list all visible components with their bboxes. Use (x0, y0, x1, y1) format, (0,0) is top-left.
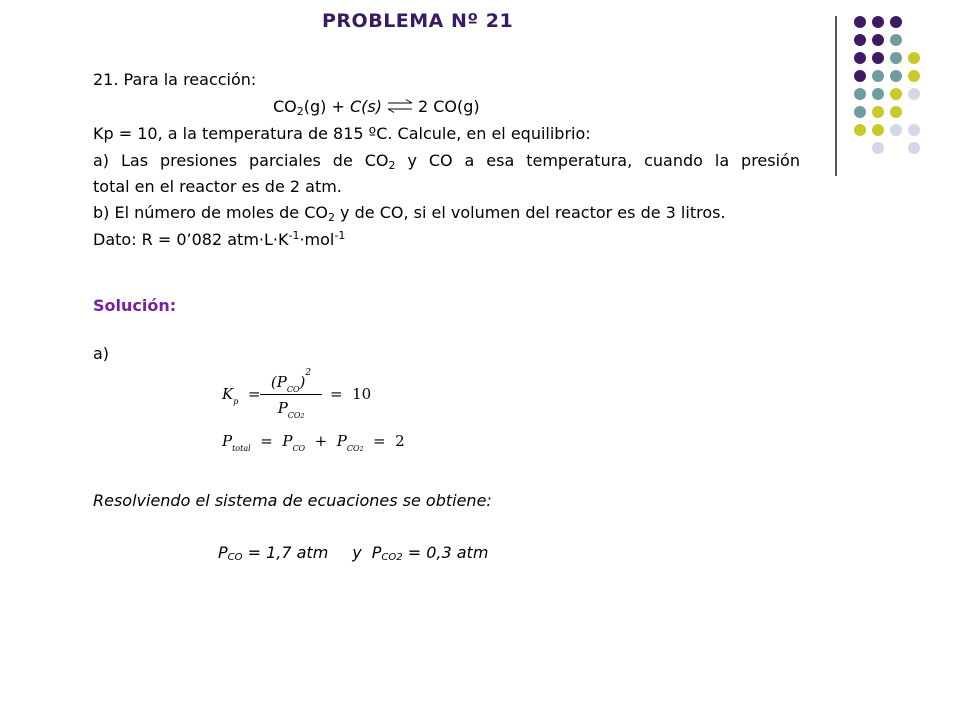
question-a-subscript: 2 (388, 159, 396, 172)
solution-heading: Solución: (93, 296, 177, 315)
denominator-subscript-text: CO (287, 411, 301, 420)
dato-exponent-2: -1 (334, 229, 346, 242)
denominator-sub-subscript: 2 (300, 413, 305, 420)
data-constant-r (93, 229, 345, 249)
vertical-divider (835, 16, 837, 176)
question-a-line2: total en el reactor es de 2 atm. (93, 177, 342, 196)
numerator-p: P (276, 373, 287, 391)
decorative-dot (854, 16, 866, 28)
pco2-p: P (336, 432, 347, 450)
pco-p: P (282, 432, 293, 450)
decorative-dot (890, 70, 902, 82)
decorative-dot (890, 124, 902, 136)
reactant-co2-subscript: 2 (296, 105, 304, 118)
numerator-exponent: 2 (305, 368, 312, 378)
kp-value-equals: = (330, 385, 343, 403)
question-a-text-start: a) Las presiones parciales de CO (93, 151, 389, 170)
decorative-dot (908, 70, 920, 82)
decorative-dot (854, 52, 866, 64)
result-conjunction: y (352, 543, 362, 562)
kp-formula-lhs (222, 385, 260, 406)
decorative-dot (872, 52, 884, 64)
page-title: PROBLEMA Nº 21 (322, 10, 514, 32)
reaction-equation (273, 97, 480, 118)
fraction-bar (260, 394, 322, 395)
ptotal-p: P (222, 432, 233, 450)
decorative-dot (908, 52, 920, 64)
question-a-line1 (93, 151, 800, 172)
dato-exponent-1: -1 (288, 229, 300, 242)
kp-subscript: p (233, 397, 239, 406)
decorative-dot (890, 88, 902, 100)
kp-symbol: K (222, 385, 234, 403)
result-pco-value: = 1,7 atm (242, 543, 329, 562)
decorative-dot (872, 142, 884, 154)
product-co: 2 CO(g) (417, 97, 480, 116)
decorative-dot (872, 124, 884, 136)
reactant-co2-state: (g) + (303, 97, 350, 116)
result-pco2-value: = 0,3 atm (402, 543, 489, 562)
question-a-text-end: y CO a esa temperatura, cuando la presión (395, 151, 800, 170)
final-result (218, 543, 488, 563)
question-b-text-end: y de CO, si el volumen del reactor es de 3 litros. (334, 203, 726, 222)
decorative-dot (890, 106, 902, 118)
ptotal-value-equals: = (372, 432, 386, 450)
pco-subscript: CO (292, 444, 306, 453)
decorative-dot (854, 34, 866, 46)
decorative-dot (872, 16, 884, 28)
question-b-text-start: b) El número de moles de CO (93, 203, 328, 222)
problem-intro: 21. Para la reacción: (93, 70, 257, 89)
kp-value (330, 385, 371, 403)
kp-fraction (260, 366, 322, 426)
part-a-label: a) (93, 344, 110, 363)
numerator-subscript: CO (286, 385, 300, 394)
plus-sign: + (314, 432, 328, 450)
kp-value-number: 10 (352, 385, 372, 403)
denominator-subscript (288, 411, 305, 420)
kp-numerator: $(P_{CO})^2$ (270, 368, 312, 394)
decorative-dot (908, 124, 920, 136)
kp-equals: = (247, 385, 261, 403)
result-pco-subscript: CO (227, 552, 243, 563)
decorative-dot (872, 34, 884, 46)
decorative-dot (908, 88, 920, 100)
reactant-carbon: C(s) (349, 97, 382, 116)
kp-statement: Kp = 10, a la temperatura de 815 ºC. Calcule, en el equilibrio: (93, 124, 591, 143)
decorative-dot (908, 142, 920, 154)
dato-text: Dato: R = 0’082 atm·L·K (93, 230, 289, 249)
question-b (93, 203, 726, 224)
question-b-subscript: 2 (327, 211, 335, 224)
resolve-statement: Resolviendo el sistema de ecuaciones se obtiene: (93, 491, 492, 510)
denominator-p: P (277, 399, 288, 417)
result-pco2-p: P (371, 543, 382, 562)
kp-denominator (260, 399, 322, 420)
result-pco2-subscript: CO2 (381, 552, 403, 563)
dato-mol: ·mol (299, 230, 335, 249)
pco2-subscript (347, 444, 364, 453)
ptotal-value: 2 (395, 432, 405, 450)
decorative-dot (854, 106, 866, 118)
ptotal-equals: = (260, 432, 273, 450)
pco2-subscript-text: CO (346, 444, 360, 453)
ptotal-subscript: total (232, 444, 251, 453)
reactant-co2: CO (273, 97, 297, 116)
pco2-sub-subscript: 2 (359, 446, 364, 453)
decorative-dot (854, 88, 866, 100)
decorative-dot (890, 52, 902, 64)
decorative-dot (854, 124, 866, 136)
decorative-dot (890, 34, 902, 46)
decorative-dot (854, 70, 866, 82)
decorative-dot (872, 88, 884, 100)
decorative-dot (872, 106, 884, 118)
equilibrium-arrow-icon (386, 99, 414, 113)
decorative-dot (872, 70, 884, 82)
result-pco-p: P (218, 543, 228, 562)
ptotal-equation (222, 432, 405, 453)
decorative-dot (890, 16, 902, 28)
